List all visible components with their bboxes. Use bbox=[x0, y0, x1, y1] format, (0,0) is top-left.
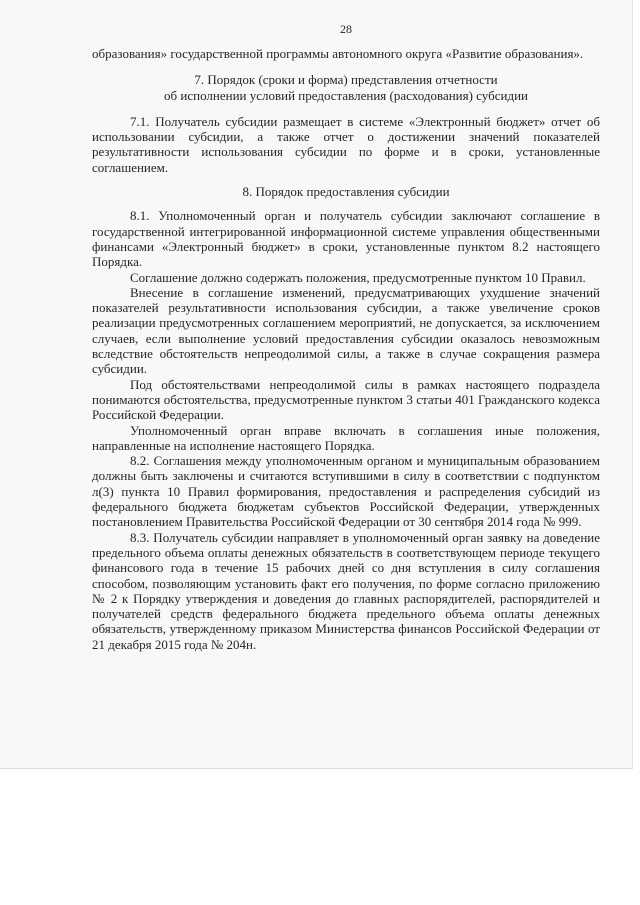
paragraph-7-1: 7.1. Получатель субсидии размещает в системе «Электронный бюджет» отчет об использовании субсидии, а также отчет о достижении значений показателей результативности использования субсидии по форме и в сроки, установленные соглашением. bbox=[92, 113, 600, 175]
paragraph-agreement-content: Соглашение должно содержать положения, предусмотренные пунктом 10 Правил. bbox=[130, 269, 586, 285]
section-7-heading-line2: об исполнении условий предоставления (расходования) субсидии bbox=[164, 87, 528, 103]
paragraph-8-3: 8.3. Получатель субсидии направляет в уполномоченный орган заявку на доведение предельного объема оплаты денежных обязательств в соответствующем периоде текущего финансового года в течение 15 рабочих дней со дня вступления в силу соглашения способом, позволяющим установить факт его получения, по форме согласно приложению № 2 к Порядку утверждения и доведения до главных распорядителей, распорядителей и получателей средств федерального бюджета предельного объема оплаты денежных обязательств, утвержденному приказом Министерства финансов Российской Федерации от 21 декабря 2015 года № 204н. bbox=[92, 529, 600, 652]
paragraph-8-1: 8.1. Уполномоченный орган и получатель субсидии заключают соглашение в государственной интегрированной информационной системе управления общественными финансами «Электронный бюджет» в сроки, установленные пунктом 8.2 настоящего Порядка. bbox=[92, 208, 600, 270]
document-body bbox=[92, 22, 600, 652]
paragraph-amendments: Внесение в соглашение изменений, предусматривающих ухудшение значений показателей результативности использования субсидии, а также увеличение сроков реализации предусмотренных соглашением мероприятий, не допускается, за исключением случаев, если выполнение условий предоставления субсидии оказалось невозможным вследствие обстоятельств непреодолимой силы, а также в случае сокращения размера субсидии. bbox=[92, 284, 600, 377]
intro-paragraph: образования» государственной программы автономного округа «Развитие образования». bbox=[92, 46, 584, 61]
paragraph-8-2: 8.2. Соглашения между уполномоченным органом и муниципальным образованием должны быть заключены и считаются вступившими в силу в соответствии с подпунктом л(3) пункта 10 Правил формирования, предоставления и распределения субсидий из федерального бюджета бюджетам субъектов Российской Федерации, утвержденных постановлением Правительства Российской Федерации от 30 сентября 2014 года № 999. bbox=[92, 453, 600, 530]
section-8-heading: 8. Порядок предоставления субсидии bbox=[242, 184, 450, 200]
paragraph-force-majeure: Под обстоятельствами непреодолимой силы в рамках настоящего подраздела понимаются обстоятельства, предусмотренные пунктом 3 статьи 401 Гражданского кодекса Российской Федерации. bbox=[92, 376, 600, 423]
section-7-heading bbox=[92, 72, 600, 103]
section-7-heading-line1: 7. Порядок (сроки и форма) представления отчетности bbox=[194, 72, 498, 88]
page-number: 28 bbox=[340, 22, 352, 36]
paragraph-other-provisions: Уполномоченный орган вправе включать в соглашения иные положения, направленные на исполнение настоящего Порядка. bbox=[92, 422, 600, 453]
